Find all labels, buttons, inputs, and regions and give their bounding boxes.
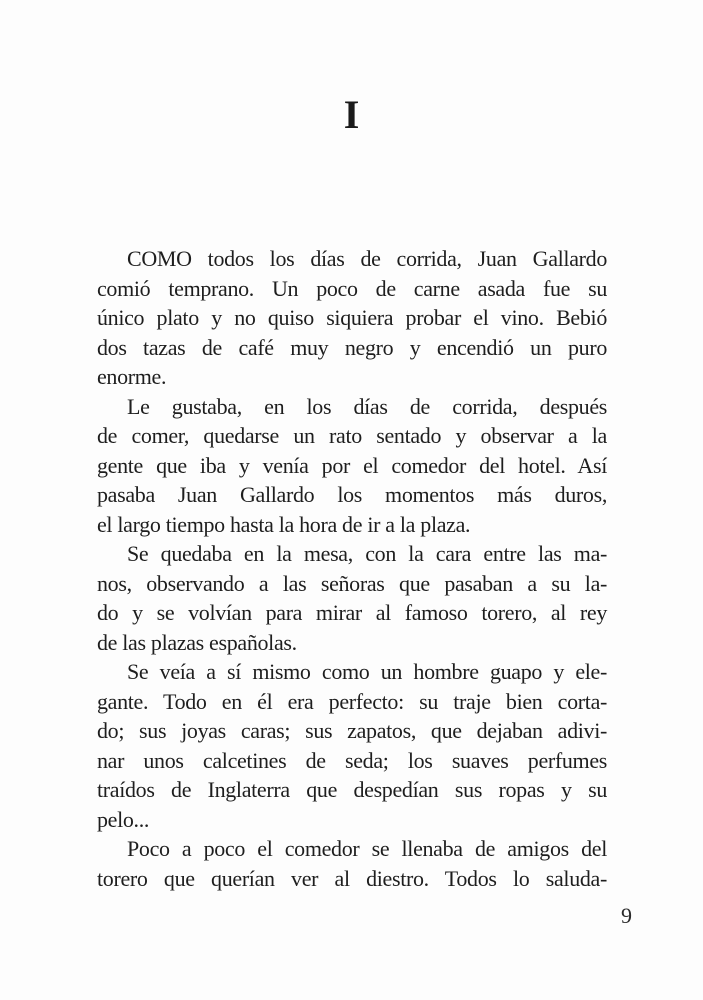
text-line: enorme.: [97, 364, 167, 389]
text-line: COMO todos los días de corrida, Juan Gallardo: [127, 246, 607, 271]
text-line: do; sus joyas caras; sus zapatos, que dejaban adivi-: [97, 718, 607, 743]
text-line: de las plazas españolas.: [97, 629, 297, 655]
text-line: do y se volvían para mirar al famoso torero, al rey: [97, 600, 607, 625]
paragraph: [97, 834, 607, 893]
text-line: pelo...: [97, 806, 150, 832]
chapter-heading: I: [343, 92, 361, 137]
text-line: pasaba Juan Gallardo los momentos más duros,: [97, 482, 607, 507]
paragraph: [97, 657, 607, 834]
text-line: único plato y no quiso siquiera probar el vino. Bebió: [97, 305, 607, 330]
text-line: traídos de Inglaterra que despedían sus ropas y su: [97, 777, 607, 802]
text-line: Le gustaba, en los días de corrida, después: [127, 393, 607, 419]
paragraph: [97, 539, 607, 657]
text-line: Poco a poco el comedor se llenaba de amigos del: [127, 836, 607, 861]
text-line: de comer, quedarse un rato sentado y observar a la: [97, 423, 607, 448]
text-line: gante. Todo en él era perfecto: su traje bien corta-: [97, 688, 607, 714]
paragraph: [97, 244, 607, 392]
text-line: Se quedaba en la mesa, con la cara entre las ma-: [127, 541, 607, 566]
text-block: [97, 244, 607, 893]
page-number: 9: [621, 903, 632, 928]
text-line: nos, observando a las señoras que pasaban a su la-: [97, 570, 607, 596]
text-line: gente que iba y venía por el comedor del hotel. Así: [97, 452, 607, 478]
text-line: dos tazas de café muy negro y encendió un puro: [97, 334, 607, 360]
paragraph: [97, 392, 607, 540]
text-line: Se veía a sí mismo como un hombre guapo y ele-: [127, 659, 607, 684]
text-line: torero que querían ver al diestro. Todos lo saluda-: [97, 865, 607, 891]
text-line: nar unos calcetines de seda; los suaves perfumes: [97, 747, 607, 773]
text-line: comió temprano. Un poco de carne asada fue su: [97, 275, 607, 301]
text-line: el largo tiempo hasta la hora de ir a la plaza.: [97, 511, 471, 537]
